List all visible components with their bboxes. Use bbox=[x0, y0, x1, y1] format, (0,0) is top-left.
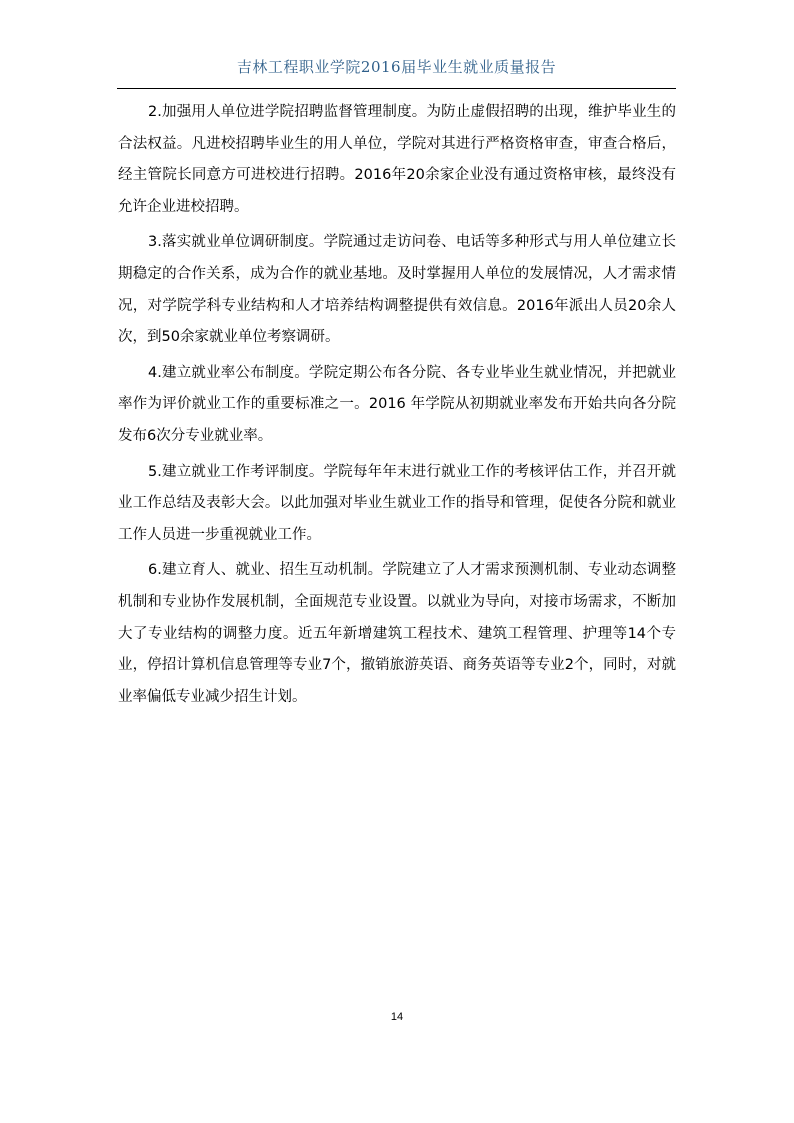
document-body bbox=[118, 97, 676, 717]
page-number: 14 bbox=[390, 1011, 404, 1023]
page-header-title: 吉林工程职业学院2016届毕业生就业质量报告 bbox=[236, 58, 557, 76]
paragraph-education-enrollment-mechanism: 6.建立育人、就业、招生互动机制。学院建立了人才需求预测机制、专业动态调整机制和专业协作发展机制，全面规范专业设置。以就业为导向，对接市场需求，不断加大了专业结构的调整力度。近五年新增建筑工程技术、建筑工程管理、护理等14个专业，停招计算机信息管理等专业7个，撤销旅游英语、商务英语等专业2个，同时，对就业率偏低专业减少招生计划。 bbox=[118, 562, 676, 705]
header-divider bbox=[117, 88, 676, 89]
paragraph-employment-rate-publication: 4.建立就业率公布制度。学院定期公布各分院、各专业毕业生就业情况，并把就业率作为评价就业工作的重要标准之一。2016 年学院从初期就业率发布开始共向各分院发布6次分专业就业率。 bbox=[118, 364, 676, 444]
paragraph-employer-research: 3.落实就业单位调研制度。学院通过走访问卷、电话等多种形式与用人单位建立长期稳定的合作关系，成为合作的就业基地。及时掌握用人单位的发展情况，人才需求情况，对学院学科专业结构和人才培养结构调整提供有效信息。2016年派出人员20余人次，到50余家就业单位考察调研。 bbox=[118, 234, 676, 346]
paragraph-employment-evaluation: 5.建立就业工作考评制度。学院每年年末进行就业工作的考核评估工作，并召开就业工作总结及表彰大会。以此加强对毕业生就业工作的指导和管理，促使各分院和就业工作人员进一步重视就业工作。 bbox=[118, 463, 676, 543]
paragraph-recruitment-supervision: 2.加强用人单位进学院招聘监督管理制度。为防止虚假招聘的出现，维护毕业生的合法权益。凡进校招聘毕业生的用人单位，学院对其进行严格资格审查，审查合格后，经主管院长同意方可进校进行招聘。2016年20余家企业没有通过资格审核，最终没有允许企业进校招聘。 bbox=[118, 104, 676, 215]
